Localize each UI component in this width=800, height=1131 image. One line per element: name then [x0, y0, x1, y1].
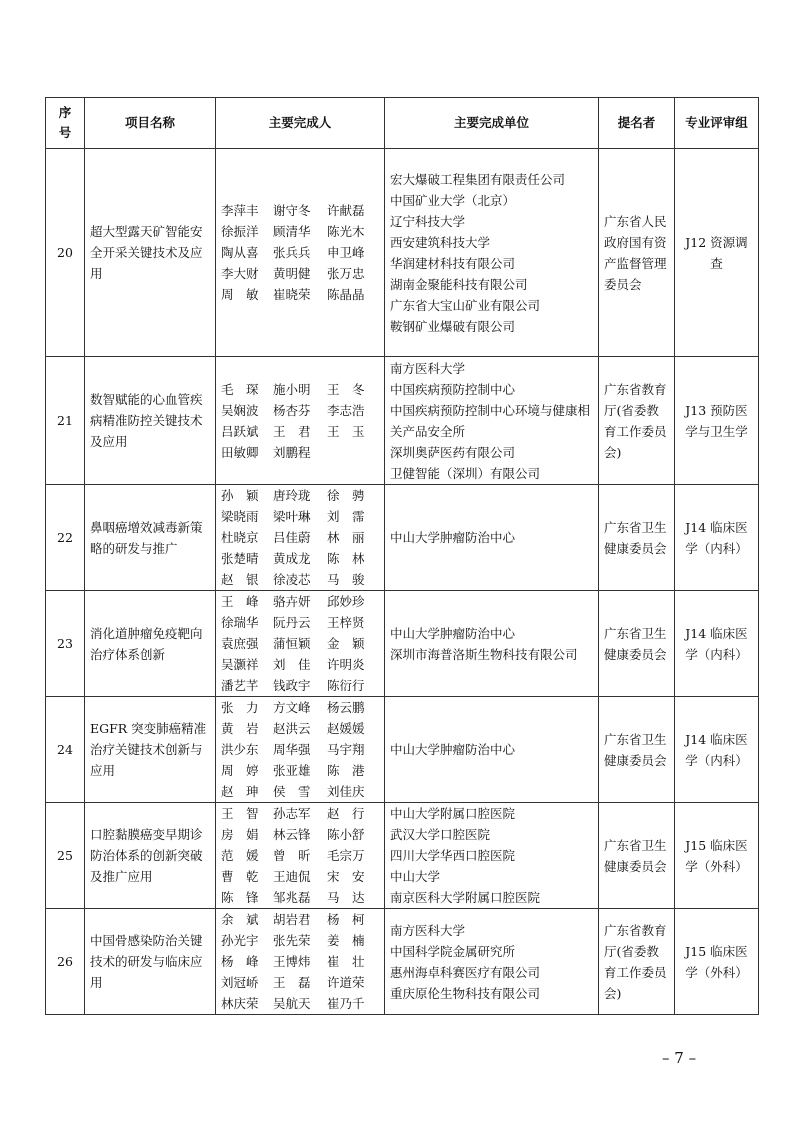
unit-name: 西安建筑科技大学: [390, 234, 491, 250]
person-name: 余 斌: [221, 912, 259, 927]
people-line: [221, 993, 379, 1014]
unit-name: 湖南金聚能科技有限公司: [390, 276, 528, 292]
people-line: [221, 909, 379, 930]
people-line: [221, 866, 379, 887]
person-name: 陈小舒: [326, 827, 365, 842]
units-cell: [385, 149, 599, 357]
person-name: 骆卉妍: [273, 594, 311, 609]
people-line: [221, 633, 379, 654]
person-name: [327, 442, 379, 463]
review-group: J12 资源调查: [675, 149, 759, 357]
table-row: [46, 591, 759, 697]
row-number: 26: [46, 909, 85, 1015]
unit-name: 中山大学肿瘤防治中心: [390, 530, 516, 545]
person-name: 黄 岩: [221, 721, 259, 736]
review-group: J14 临床医学（内科）: [675, 485, 759, 591]
nominator: 广东省教育厅(省委教育工作委员会): [599, 909, 675, 1015]
people-line: [221, 485, 379, 506]
units-cell: [385, 909, 599, 1015]
person-name: 崔晓荣: [273, 287, 311, 302]
person-name: 杨 峰: [221, 954, 259, 969]
unit-name: 南方医科大学: [390, 360, 466, 376]
person-name: 李志浩: [326, 402, 365, 418]
person-name: 崔 壮: [326, 954, 365, 969]
review-group: J15 临床医学（外科）: [675, 909, 759, 1015]
person-name: 梁叶琳: [273, 509, 311, 524]
unit-name: 武汉大学口腔医院: [390, 827, 491, 842]
nominator: 广东省卫生健康委员会: [599, 485, 675, 591]
people-line: [221, 824, 379, 845]
people-line: [221, 739, 379, 760]
person-name: 曹 乾: [221, 869, 259, 884]
people-line: [221, 951, 379, 972]
people-line: [221, 527, 379, 548]
people-line: [221, 803, 379, 824]
person-name: 黄明健: [273, 266, 311, 281]
units-cell: [385, 803, 599, 909]
person-name: 杨杏芬: [273, 402, 311, 418]
person-name: 徐凌芯: [273, 572, 311, 587]
unit-name: 重庆原伦生物科技有限公司: [390, 985, 541, 1001]
row-number: 20: [46, 149, 85, 357]
unit-name: 四川大学华西口腔医院: [390, 848, 516, 863]
unit-name: 南京医科大学附属口腔医院: [390, 890, 541, 905]
unit-name: 中山大学肿瘤防治中心: [390, 742, 516, 757]
person-name: 赵媛媛: [326, 721, 365, 736]
people-line: [221, 242, 379, 263]
people-line: [221, 887, 379, 908]
people-line: [221, 612, 379, 633]
person-name: 房 娟: [221, 827, 259, 842]
person-name: 王 玉: [326, 423, 365, 439]
person-name: 王博炜: [273, 954, 311, 969]
unit-name: 华润建材科技有限公司: [390, 255, 516, 271]
person-name: 孙光宇: [221, 933, 259, 948]
person-name: 李大财: [221, 266, 259, 281]
project-name: 口腔黏膜癌变早期诊防治体系的创新突破及推广应用: [85, 803, 216, 909]
person-name: 赵 珅: [221, 784, 259, 799]
person-name: 赵 银: [221, 572, 259, 587]
person-name: 刘佳庆: [326, 784, 365, 799]
people-line: [221, 263, 379, 284]
person-name: 周 婷: [221, 763, 259, 778]
nominator: 广东省卫生健康委员会: [599, 803, 675, 909]
unit-name: 深圳市海普洛斯生物科技有限公司: [390, 646, 578, 662]
table-row: [46, 485, 759, 591]
person-name: 吴灏祥: [221, 657, 259, 672]
people-line: [221, 591, 379, 612]
unit-name: 深圳奥萨医药有限公司: [390, 444, 516, 460]
person-name: 袁庶强: [221, 636, 259, 651]
people-cell: [216, 485, 385, 591]
person-name: 张亚雄: [273, 763, 311, 778]
row-number: 21: [46, 357, 85, 485]
units-cell: [385, 697, 599, 803]
header-nominator: 提名者: [599, 98, 675, 149]
person-name: 张 力: [221, 700, 259, 715]
review-group: J14 临床医学（内科）: [675, 697, 759, 803]
project-table: [45, 97, 759, 1015]
table-row: [46, 697, 759, 803]
person-name: 陈光木: [326, 224, 365, 239]
project-name: EGFR 突变肺癌精准治疗关键技术创新与应用: [85, 697, 216, 803]
person-name: 刘 佳: [273, 657, 311, 672]
person-name: 范 媛: [221, 848, 259, 863]
person-name: 唐玲珑: [273, 488, 311, 503]
row-number: 23: [46, 591, 85, 697]
person-name: 徐 骋: [326, 488, 365, 503]
person-name: 林庆荣: [221, 996, 259, 1011]
person-name: 徐瑞华: [221, 615, 259, 630]
person-name: 黄成龙: [273, 551, 311, 566]
nominator: 广东省卫生健康委员会: [599, 697, 675, 803]
unit-name: 鞍钢矿业爆破有限公司: [390, 318, 516, 334]
unit-name: 中国疾病预防控制中心环境与健康相关产品安全所: [390, 402, 591, 439]
person-name: 王 君: [273, 423, 311, 439]
row-number: 25: [46, 803, 85, 909]
person-name: 马宇翔: [326, 742, 365, 757]
unit-name: 辽宁科技大学: [390, 213, 466, 229]
units-cell: [385, 485, 599, 591]
row-number: 22: [46, 485, 85, 591]
unit-name: 南方医科大学: [390, 922, 466, 938]
people-line: [221, 697, 379, 718]
person-name: 周华强: [273, 742, 311, 757]
person-name: 梁晓雨: [221, 509, 259, 524]
person-name: 陶从喜: [221, 245, 259, 260]
people-cell: [216, 591, 385, 697]
person-name: 顾清华: [273, 224, 311, 239]
person-name: 孙 颖: [221, 488, 259, 503]
person-name: 潘艺芊: [221, 678, 259, 693]
row-number: 24: [46, 697, 85, 803]
person-name: 谢守冬: [273, 203, 311, 218]
person-name: 杜晓京: [221, 530, 259, 545]
person-name: 崔乃千: [326, 996, 365, 1011]
review-group: J13 预防医学与卫生学: [675, 357, 759, 485]
table-header-row: [46, 98, 759, 149]
project-name: 超大型露天矿智能安全开采关键技术及应用: [85, 149, 216, 357]
person-name: 吕跃斌: [221, 423, 259, 439]
person-name: 李萍丰: [221, 203, 259, 218]
nominator: 广东省人民政府国有资产监督管理委员会: [599, 149, 675, 357]
person-name: 王 智: [221, 806, 259, 821]
people-cell: [216, 149, 385, 357]
units-cell: [385, 591, 599, 697]
table-row: [46, 803, 759, 909]
page-number: – 7 –: [662, 1049, 697, 1067]
people-line: [221, 760, 379, 781]
people-line: [221, 284, 379, 305]
table-row: [46, 909, 759, 1015]
person-name: 吕佳蔚: [273, 530, 311, 545]
unit-name: 中山大学: [390, 869, 441, 884]
person-name: 陈晶晶: [326, 287, 365, 302]
unit-name: 卫健智能（深圳）有限公司: [390, 465, 541, 481]
person-name: 胡岩君: [273, 912, 311, 927]
people-line: [221, 400, 379, 421]
project-name: 消化道肿瘤免疫靶向治疗体系创新: [85, 591, 216, 697]
units-cell: [385, 357, 599, 485]
person-name: 刘冠峤: [221, 975, 259, 990]
people-cell: [216, 357, 385, 485]
person-name: 曾 昕: [273, 848, 311, 863]
people-line: [221, 654, 379, 675]
table-row: [46, 149, 759, 357]
person-name: 毛宗万: [326, 848, 365, 863]
person-name: 张万忠: [326, 266, 365, 281]
project-name: 中国骨感染防治关键技术的研发与临床应用: [85, 909, 216, 1015]
person-name: 陈 锋: [221, 890, 259, 905]
people-line: [221, 506, 379, 527]
unit-name: 广东省大宝山矿业有限公司: [390, 297, 541, 313]
people-line: [221, 675, 379, 696]
person-name: 金 颖: [326, 636, 365, 651]
people-line: [221, 442, 379, 463]
person-name: 吴航天: [273, 996, 311, 1011]
person-name: 王 磊: [273, 975, 311, 990]
person-name: 宋 安: [326, 869, 365, 884]
person-name: 毛 琛: [221, 381, 259, 397]
person-name: 蒲恒颖: [273, 636, 311, 651]
person-name: 侯 雪: [273, 784, 311, 799]
people-line: [221, 421, 379, 442]
person-name: 洪少东: [221, 742, 259, 757]
people-line: [221, 845, 379, 866]
person-name: 陈衍行: [326, 678, 365, 693]
person-name: 钱政宇: [273, 678, 311, 693]
people-line: [221, 221, 379, 242]
person-name: 张兵兵: [273, 245, 311, 260]
person-name: 许明炎: [326, 657, 365, 672]
unit-name: 宏大爆破工程集团有限责任公司: [390, 171, 566, 187]
people-cell: [216, 909, 385, 1015]
review-group: J15 临床医学（外科）: [675, 803, 759, 909]
person-name: 赵洪云: [273, 721, 311, 736]
person-name: 王 冬: [326, 381, 365, 397]
person-name: 马 骏: [326, 572, 365, 587]
person-name: 许道荣: [326, 975, 365, 990]
unit-name: 中山大学肿瘤防治中心: [390, 625, 516, 641]
person-name: 田敏卿: [221, 444, 259, 460]
nominator: 广东省教育厅(省委教育工作委员会): [599, 357, 675, 485]
person-name: 申卫峰: [326, 245, 365, 260]
header-group: 专业评审组: [675, 98, 759, 149]
people-line: [221, 718, 379, 739]
header-people: 主要完成人: [216, 98, 385, 149]
person-name: 马 达: [326, 890, 365, 905]
person-name: 林云锋: [273, 827, 311, 842]
person-name: 陈 林: [326, 551, 365, 566]
person-name: 邱妙珍: [326, 594, 365, 609]
person-name: 孙志军: [273, 806, 311, 821]
person-name: 邹兆磊: [273, 890, 311, 905]
header-no: 序号: [46, 98, 85, 149]
review-group: J14 临床医学（内科）: [675, 591, 759, 697]
person-name: 王 峰: [221, 594, 259, 609]
people-cell: [216, 803, 385, 909]
people-line: [221, 972, 379, 993]
person-name: 施小明: [273, 381, 311, 397]
people-line: [221, 781, 379, 802]
person-name: 杨云鹏: [326, 700, 365, 715]
person-name: 张楚晴: [221, 551, 259, 566]
person-name: 刘 霈: [326, 509, 365, 524]
person-name: 方文峰: [273, 700, 311, 715]
person-name: 王迪侃: [273, 869, 311, 884]
person-name: 徐振洋: [221, 224, 259, 239]
project-name: 数智赋能的心血管疾病精准防控关键技术及应用: [85, 357, 216, 485]
header-units: 主要完成单位: [385, 98, 599, 149]
person-name: 杨 柯: [326, 912, 365, 927]
person-name: 刘鹏程: [273, 444, 311, 460]
people-line: [221, 379, 379, 400]
person-name: 张先荣: [273, 933, 311, 948]
people-cell: [216, 697, 385, 803]
person-name: 陈 港: [326, 763, 365, 778]
unit-name: 惠州海卓科赛医疗有限公司: [390, 964, 541, 980]
person-name: 周 敏: [221, 287, 259, 302]
person-name: 吴娴波: [221, 402, 259, 418]
nominator: 广东省卫生健康委员会: [599, 591, 675, 697]
person-name: 许献磊: [326, 203, 365, 218]
people-line: [221, 930, 379, 951]
person-name: 阮丹云: [273, 615, 311, 630]
person-name: 王梓贤: [326, 615, 365, 630]
unit-name: 中国科学院金属研究所: [390, 943, 516, 959]
people-line: [221, 548, 379, 569]
table-row: [46, 357, 759, 485]
header-name: 项目名称: [85, 98, 216, 149]
unit-name: 中山大学附属口腔医院: [390, 806, 516, 821]
project-name: 鼻咽癌增效减毒新策略的研发与推广: [85, 485, 216, 591]
people-line: [221, 200, 379, 221]
unit-name: 中国矿业大学（北京）: [390, 192, 516, 208]
person-name: 赵 行: [326, 806, 365, 821]
unit-name: 中国疾病预防控制中心: [390, 381, 516, 397]
people-line: [221, 569, 379, 590]
person-name: 林 丽: [326, 530, 365, 545]
person-name: 姜 楠: [326, 933, 365, 948]
